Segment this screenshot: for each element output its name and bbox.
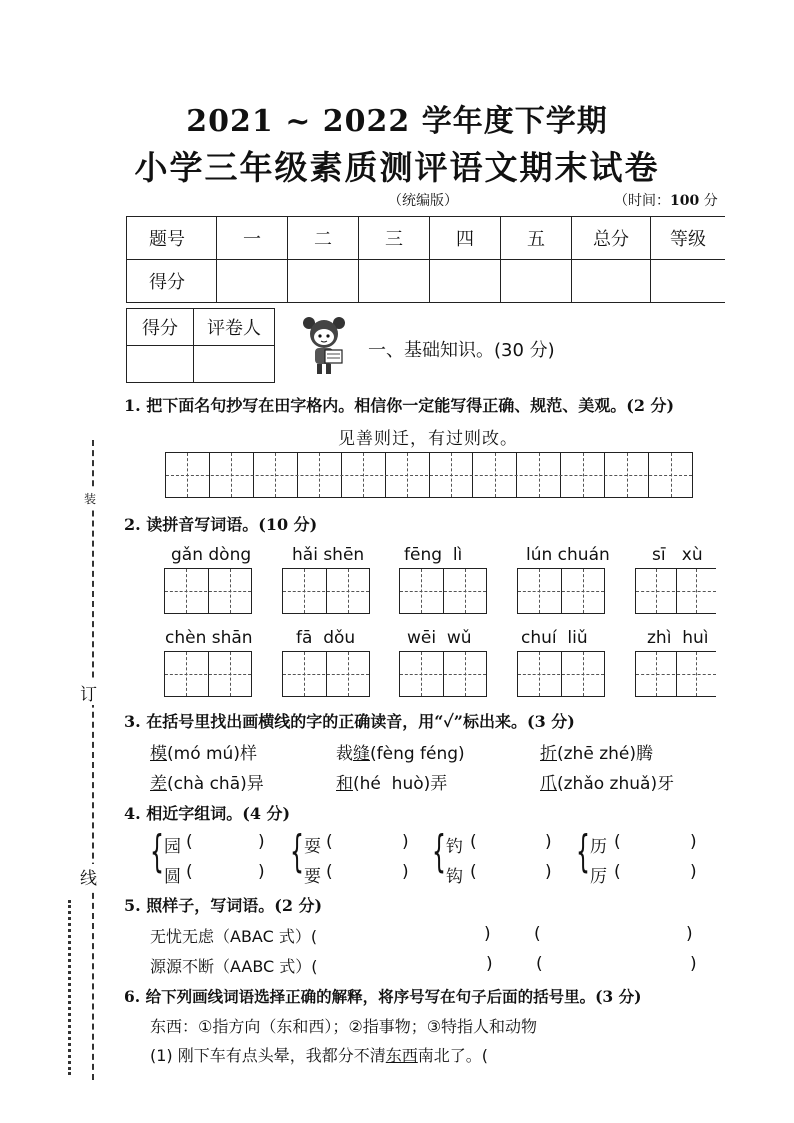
binding-dashed-line bbox=[92, 440, 94, 1080]
word-pair-char: 历 bbox=[590, 837, 607, 857]
word-pair-char: 要 bbox=[304, 867, 321, 887]
binding-dotted-line bbox=[68, 900, 71, 1075]
answer-blank-open[interactable]: ( bbox=[536, 954, 543, 974]
answer-blank-close: ) bbox=[545, 862, 552, 882]
pinyin-label: wēi wǔ bbox=[407, 628, 472, 648]
pinyin-label: lún chuán bbox=[526, 545, 610, 565]
answer-grid[interactable] bbox=[399, 568, 487, 614]
answer-blank-close: ) bbox=[402, 862, 409, 882]
answer-blank-open[interactable]: ( bbox=[326, 832, 333, 852]
reading-item[interactable]: 差(chà chā)异 bbox=[150, 774, 264, 794]
grader-name-label: 评卷人 bbox=[194, 309, 275, 346]
answer-grid[interactable] bbox=[282, 568, 370, 614]
score-cell[interactable] bbox=[430, 260, 501, 303]
score-header-col: 三 bbox=[359, 217, 430, 260]
word-pair-char: 钩 bbox=[446, 867, 463, 887]
brace-icon: { bbox=[576, 826, 590, 877]
answer-grid[interactable] bbox=[635, 651, 716, 697]
question-1-prompt: 1. 把下面名句抄写在田字格内。相信你一定能写得正确、规范、美观。(2 分) bbox=[124, 396, 675, 415]
brace-icon: { bbox=[432, 826, 446, 877]
question-6-prompt: 6. 给下列画线词语选择正确的解释，将序号写在句子后面的括号里。(3 分) bbox=[124, 987, 642, 1006]
question-4-prompt: 4. 相近字组词。(4 分) bbox=[124, 804, 291, 823]
pinyin-label: hǎi shēn bbox=[292, 545, 365, 565]
question-3-prompt: 3. 在括号里找出画横线的字的正确读音，用“✓”标出来。(3 分) bbox=[124, 712, 575, 731]
student-mascot-icon bbox=[298, 312, 350, 378]
binding-char-3: 线 bbox=[80, 864, 97, 889]
answer-blank-open[interactable]: ( bbox=[470, 862, 477, 882]
answer-blank-close: ) bbox=[690, 832, 697, 852]
answer-blank-close: ) bbox=[402, 832, 409, 852]
score-header-col: 一 bbox=[217, 217, 288, 260]
reading-item[interactable]: 裁缝(fèng féng) bbox=[336, 744, 465, 764]
answer-blank-open[interactable]: ( bbox=[326, 862, 333, 882]
answer-blank-close: ) bbox=[258, 832, 265, 852]
reading-item[interactable]: 和(hé huò)弄 bbox=[336, 774, 448, 794]
answer-blank-open[interactable]: ( bbox=[186, 832, 193, 852]
score-cell[interactable] bbox=[217, 260, 288, 303]
brace-icon: { bbox=[150, 826, 164, 877]
definition-list: 东西：①指方向（东和西）；②指事物；③特指人和动物 bbox=[150, 1017, 538, 1036]
score-header-total: 总分 bbox=[572, 217, 651, 260]
word-pair-char: 厉 bbox=[590, 867, 607, 887]
score-cell[interactable] bbox=[572, 260, 651, 303]
word-pair-char: 耍 bbox=[304, 837, 321, 857]
pinyin-label: fēng lì bbox=[404, 545, 463, 565]
answer-blank-close: ) bbox=[484, 924, 491, 944]
answer-grid[interactable] bbox=[164, 568, 252, 614]
answer-blank-open[interactable]: ( bbox=[186, 862, 193, 882]
score-header-grade: 等级 bbox=[651, 217, 726, 260]
score-header-number: 题号 bbox=[127, 217, 217, 260]
score-cell[interactable] bbox=[288, 260, 359, 303]
grader-score-label: 得分 bbox=[127, 309, 194, 346]
pinyin-label: chèn shān bbox=[165, 628, 253, 648]
exam-title: 小学三年级素质测评语文期末试卷 bbox=[134, 148, 660, 187]
question-5-prompt: 5. 照样子，写词语。(2 分) bbox=[124, 896, 323, 915]
reading-item[interactable]: 折(zhē zhé)腾 bbox=[540, 744, 653, 764]
answer-blank-open[interactable]: ( bbox=[470, 832, 477, 852]
score-row-label: 得分 bbox=[127, 260, 217, 303]
sentence-1[interactable]: (1) 刚下车有点头晕，我都分不清东西南北了。( bbox=[150, 1046, 489, 1065]
score-header-col: 五 bbox=[501, 217, 572, 260]
answer-grid[interactable] bbox=[517, 651, 605, 697]
reading-item[interactable]: 模(mó mú)样 bbox=[150, 744, 257, 764]
score-table bbox=[126, 216, 725, 303]
copy-grid[interactable] bbox=[165, 452, 693, 498]
answer-blank-close: ) bbox=[545, 832, 552, 852]
grader-name-cell[interactable] bbox=[194, 346, 275, 383]
section-title: 一、基础知识。(30 分) bbox=[368, 340, 555, 361]
pinyin-label: gǎn dòng bbox=[171, 545, 252, 565]
exam-term-title: 2021 ~ 2022 学年度下学期 bbox=[186, 104, 608, 139]
edition-label: （统编版） bbox=[388, 193, 458, 209]
question-2-prompt: 2. 读拼音写词语。(10 分) bbox=[124, 515, 318, 534]
answer-grid[interactable] bbox=[517, 568, 605, 614]
word-pair-char: 园 bbox=[164, 837, 181, 857]
score-header-col: 四 bbox=[430, 217, 501, 260]
grader-table bbox=[126, 308, 275, 383]
answer-grid[interactable] bbox=[635, 568, 716, 614]
pattern-line-1[interactable]: 无忧无虑（ABAC 式）( bbox=[150, 927, 318, 946]
score-cell[interactable] bbox=[651, 260, 726, 303]
answer-blank-close: ) bbox=[486, 954, 493, 974]
word-pair-char: 钓 bbox=[446, 837, 463, 857]
answer-blank-open[interactable]: ( bbox=[614, 862, 621, 882]
binding-char-2: 订 bbox=[80, 680, 97, 705]
answer-blank-close: ) bbox=[686, 924, 693, 944]
answer-blank-open[interactable]: ( bbox=[534, 924, 541, 944]
score-cell[interactable] bbox=[501, 260, 572, 303]
question-1-sentence: 见善则迁，有过则改。 bbox=[338, 429, 518, 449]
answer-blank-close: ) bbox=[690, 954, 697, 974]
pinyin-label: zhì huì bbox=[647, 628, 709, 648]
pinyin-label: fā dǒu bbox=[296, 628, 356, 648]
pinyin-label: chuí liǔ bbox=[521, 628, 588, 648]
answer-blank-close: ) bbox=[258, 862, 265, 882]
time-info: （时间：100 分 bbox=[614, 193, 718, 209]
answer-grid[interactable] bbox=[399, 651, 487, 697]
score-header-col: 二 bbox=[288, 217, 359, 260]
answer-grid[interactable] bbox=[164, 651, 252, 697]
reading-item[interactable]: 爪(zhǎo zhuǎ)牙 bbox=[540, 774, 675, 794]
answer-blank-close: ) bbox=[690, 862, 697, 882]
binding-char-1: 装 bbox=[84, 492, 97, 506]
word-pair-char: 圆 bbox=[164, 867, 181, 887]
answer-grid[interactable] bbox=[282, 651, 370, 697]
brace-icon: { bbox=[290, 826, 304, 877]
pattern-line-2[interactable]: 源源不断（AABC 式）( bbox=[150, 957, 318, 976]
score-cell[interactable] bbox=[359, 260, 430, 303]
answer-blank-open[interactable]: ( bbox=[614, 832, 621, 852]
pinyin-label: sī xù bbox=[652, 545, 703, 565]
grader-score-cell[interactable] bbox=[127, 346, 194, 383]
